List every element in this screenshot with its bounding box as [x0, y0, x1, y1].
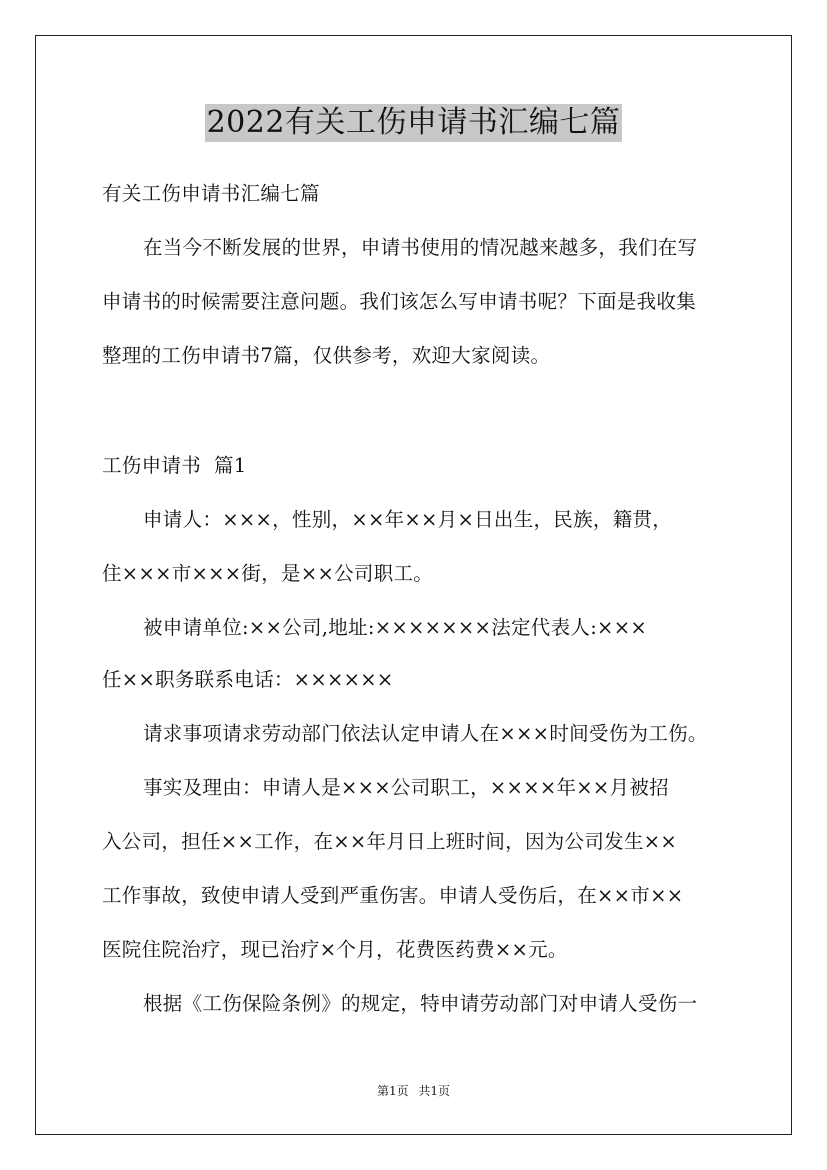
section-heading: 工伤申请书 篇1	[102, 454, 247, 477]
intro-line-2: 申请书的时候需要注意问题。我们该怎么写申请书呢？下面是我收集	[102, 290, 697, 313]
body-line-4: 任××职务联系电话：××××××	[102, 668, 394, 691]
body-line-1: 申请人：×××，性别，××年××月×日出生，民族，籍贯，	[143, 508, 673, 531]
body-line-10: 根据《工伤保险条例》的规定，特申请劳动部门对申请人受伤一	[143, 992, 698, 1015]
body-line-8: 工作事故，致使申请人受到严重伤害。申请人受伤后，在××市××	[102, 884, 684, 907]
body-line-6: 事实及理由：申请人是×××公司职工，××××年××月被招	[143, 776, 669, 799]
intro-line-3: 整理的工伤申请书7篇，仅供参考，欢迎大家阅读。	[102, 344, 551, 367]
body-line-7: 入公司，担任××工作，在××年月日上班时间，因为公司发生××	[102, 830, 678, 853]
body-line-3: 被申请单位:××公司,地址:×××××××法定代表人:×××	[143, 616, 647, 639]
page-footer	[0, 1083, 827, 1099]
body-line-5: 请求事项请求劳动部门依法认定申请人在×××时间受伤为工伤。	[143, 722, 708, 745]
document-subtitle: 有关工伤申请书汇编七篇	[102, 182, 320, 205]
body-line-2: 住×××市×××街，是××公司职工。	[102, 562, 434, 585]
document-title: 2022有关工伤申请书汇编七篇	[206, 105, 621, 140]
page-total: 共1页	[418, 1084, 451, 1098]
title-container	[0, 104, 827, 142]
page-number: 第1页	[376, 1084, 409, 1098]
body-line-9: 医院住院治疗，现已治疗×个月，花费医药费××元。	[102, 938, 568, 961]
intro-line-1: 在当今不断发展的世界，申请书使用的情况越来越多，我们在写	[143, 236, 698, 259]
